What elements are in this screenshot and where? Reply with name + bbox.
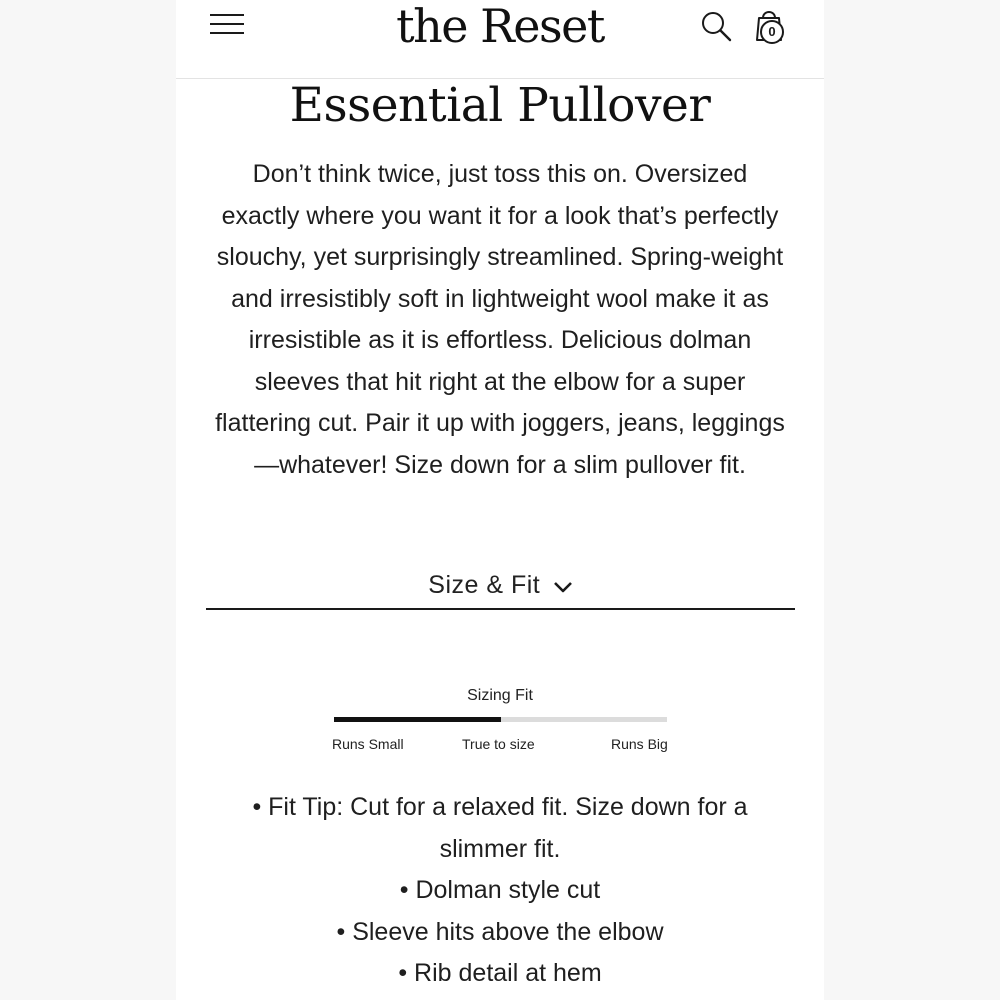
- list-item: • Dolman style cut: [216, 870, 784, 912]
- sizing-fit-title: Sizing Fit: [467, 687, 533, 704]
- list-item: • Fit Tip: Cut for a relaxed fit. Size down for a slimmer fit.: [216, 787, 784, 870]
- fit-details-list: [216, 787, 784, 995]
- search-icon[interactable]: [700, 10, 732, 42]
- product-description: Don’t think twice, just toss this on. Oversized exactly where you want it for a look that’s perfectly slouchy, yet surprisingly streamlined. Spring-weight and irresistibly soft in lightweight wool make it as irresistible as it is effortless. Delicious dolman sleeves that hit right at the elbow for a super flattering cut. Pair it up with joggers, jeans, leggings—whatever! Size down for a slim pullover fit.: [215, 160, 785, 479]
- size-fit-toggle[interactable]: [206, 562, 795, 610]
- list-item: • Rib detail at hem: [216, 953, 784, 995]
- site-header: [176, 0, 824, 79]
- list-item: • Sleeve hits above the elbow: [216, 912, 784, 954]
- product-page: [176, 0, 824, 1000]
- chevron-down-icon: [553, 580, 573, 594]
- cart-count-badge: 0: [760, 20, 784, 44]
- sizing-fit-meter: [334, 717, 667, 722]
- runs-small-label: Runs Small: [332, 736, 404, 752]
- product-title: Essential Pullover: [289, 78, 711, 133]
- runs-big-label: Runs Big: [611, 736, 668, 752]
- true-to-size-label: True to size: [462, 736, 535, 752]
- size-fit-label: Size & Fit: [428, 571, 541, 599]
- brand-logo[interactable]: the Reset: [396, 0, 604, 53]
- sizing-fit-indicator: [334, 717, 501, 722]
